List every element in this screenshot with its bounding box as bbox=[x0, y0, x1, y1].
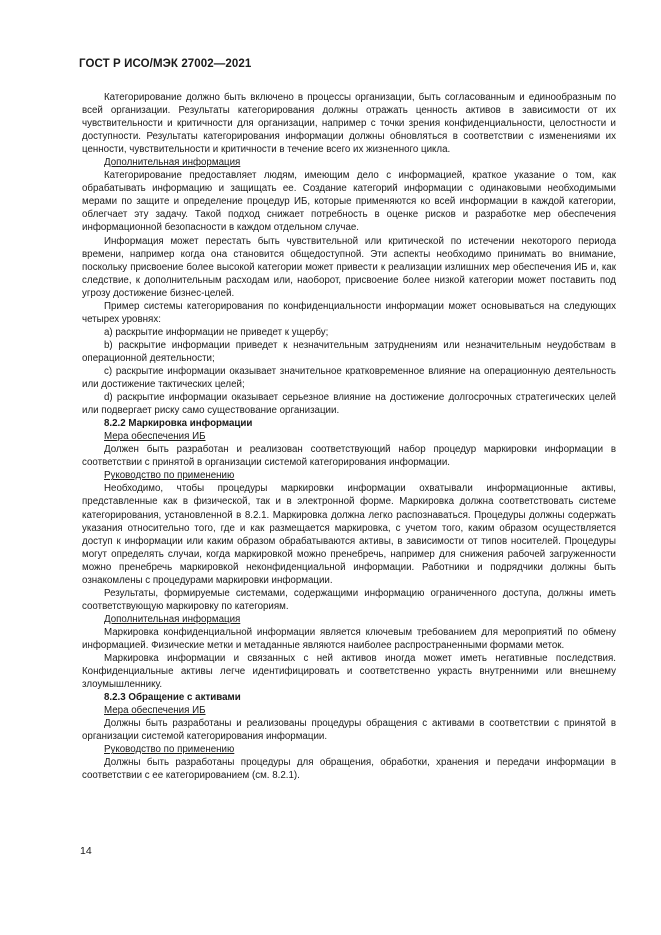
subsection-label-text: Руководство по применению bbox=[104, 470, 235, 482]
body-paragraph: b) раскрытие информации приведет к незначительным затруднениям или незначительным неудобствам в операционной деятельности; bbox=[82, 339, 616, 364]
section-heading: 8.2.3 Обращение с активами bbox=[104, 692, 241, 704]
subsection-label-text: Мера обеспечения ИБ bbox=[104, 431, 206, 443]
body-paragraph: a) раскрытие информации не приведет к ущербу; bbox=[104, 326, 329, 338]
document-body bbox=[82, 91, 616, 782]
body-paragraph: Категорирование предоставляет людям, имеющим дело с информацией, краткое указание о том, как обрабатывать информацию и защищать ее. Создание категорий информации с одинаковыми необходимыми мерами по защите и определение процедур ИБ, которые применяются ко всей информации в каждой категории, облегчает эту задачу. Такой подход снижает потребность в оценке рисков и разработке мер обеспечения информационной безопасности в каждом отдельном случае. bbox=[82, 170, 616, 234]
body-paragraph: Должен быть разработан и реализован соответствующий набор процедур маркировки информации в соответствии с принятой в организации системой категорирования информации. bbox=[82, 444, 616, 469]
body-paragraph: Информация может перестать быть чувствительной или критической по истечении некоторого периода времени, например когда она становится общедоступной. Эти аспекты необходимо принимать во внимание, поскольку присвоение более высокой категории может привести к реализации излишних мер обеспечения ИБ и, как следствие, к дополнительным расходам или, наоборот, присвоение более низкой категории может поставить под угрозу достижение бизнес-целей. bbox=[82, 235, 616, 299]
body-paragraph: Необходимо, чтобы процедуры маркировки информации охватывали информационные активы, представленные как в физической, так и в электронной форме. Маркировка должна соответствовать системе категорирования, установленной в 8.2.1. Маркировка должна легко распознаваться. Процедуры должны содержать указания относительно того, где и как размещается маркировка, с учетом того, каким образом осуществляется доступ к информации или каким образом обрабатываются активы, в зависимости от типов носителей. Процедуры могут определять случаи, когда маркировкой можно пренебречь, например для снижения рабочей загруженности можно пренебречь маркировкой неконфиденциальной информации. Работники и подрядчики должны быть ознакомлены с процедурами маркировки информации. bbox=[82, 483, 616, 586]
body-paragraph: d) раскрытие информации оказывает серьезное влияние на достижение долгосрочных стратегических целей или подвергает риску само существование организации. bbox=[82, 392, 616, 417]
subsection-label bbox=[82, 430, 616, 443]
body-paragraph: c) раскрытие информации оказывает значительное кратковременное влияние на операционную деятельность или достижение тактических целей; bbox=[82, 365, 616, 391]
document-header: ГОСТ Р ИСО/МЭК 27002—2021 bbox=[79, 58, 252, 70]
subsection-label bbox=[82, 613, 616, 626]
body-paragraph: Маркировка конфиденциальной информации является ключевым требованием для мероприятий по обмену информацией. Физические метки и метаданные являются наиболее распространенными формами меток. bbox=[82, 626, 616, 651]
body-paragraph: Должны быть разработаны и реализованы процедуры обращения с активами в соответствии с принятой в организации системой категорирования информации. bbox=[82, 718, 616, 743]
subsection-label-text: Дополнительная информация bbox=[104, 613, 241, 625]
body-paragraph: Категорирование должно быть включено в процессы организации, быть согласованным и единообразным по всей организации. Результаты категорирования должны отражать ценность активов в зависимости от их чувствительности и критичности для организации, например с точки зрения конфиденциальности, целостности и доступности. Результаты категорирования информации должны обновляться в соответствии с изменениями их ценности, чувствительности и критичности в течение всего их жизненного цикла. bbox=[82, 92, 616, 156]
subsection-label-text: Дополнительная информация bbox=[104, 157, 241, 169]
subsection-label bbox=[82, 156, 616, 169]
body-paragraph: Маркировка информации и связанных с ней активов иногда может иметь негативные последствия. Конфиденциальные активы легче идентифицировать и соответственно украсть внутренними или внешнему злоумышленнику. bbox=[82, 653, 616, 691]
body-paragraph: Результаты, формируемые системами, содержащими информацию ограниченного доступа, должны иметь соответствующую маркировку по категориям. bbox=[82, 587, 616, 612]
body-paragraph: Должны быть разработаны процедуры для обращения, обработки, хранения и передачи информации в соответствии с ее категорированием (см. 8.2.1). bbox=[82, 757, 616, 782]
subsection-label bbox=[82, 743, 616, 756]
subsection-label-text: Мера обеспечения ИБ bbox=[104, 705, 206, 717]
section-heading: 8.2.2 Маркировка информации bbox=[104, 418, 253, 430]
subsection-label bbox=[82, 469, 616, 482]
body-paragraph: Пример системы категорирования по конфиденциальности информации может основываться на следующих четырех уровнях: bbox=[82, 300, 616, 325]
page-number: 14 bbox=[80, 845, 92, 857]
subsection-label-text: Руководство по применению bbox=[104, 744, 235, 756]
subsection-label bbox=[82, 704, 616, 717]
